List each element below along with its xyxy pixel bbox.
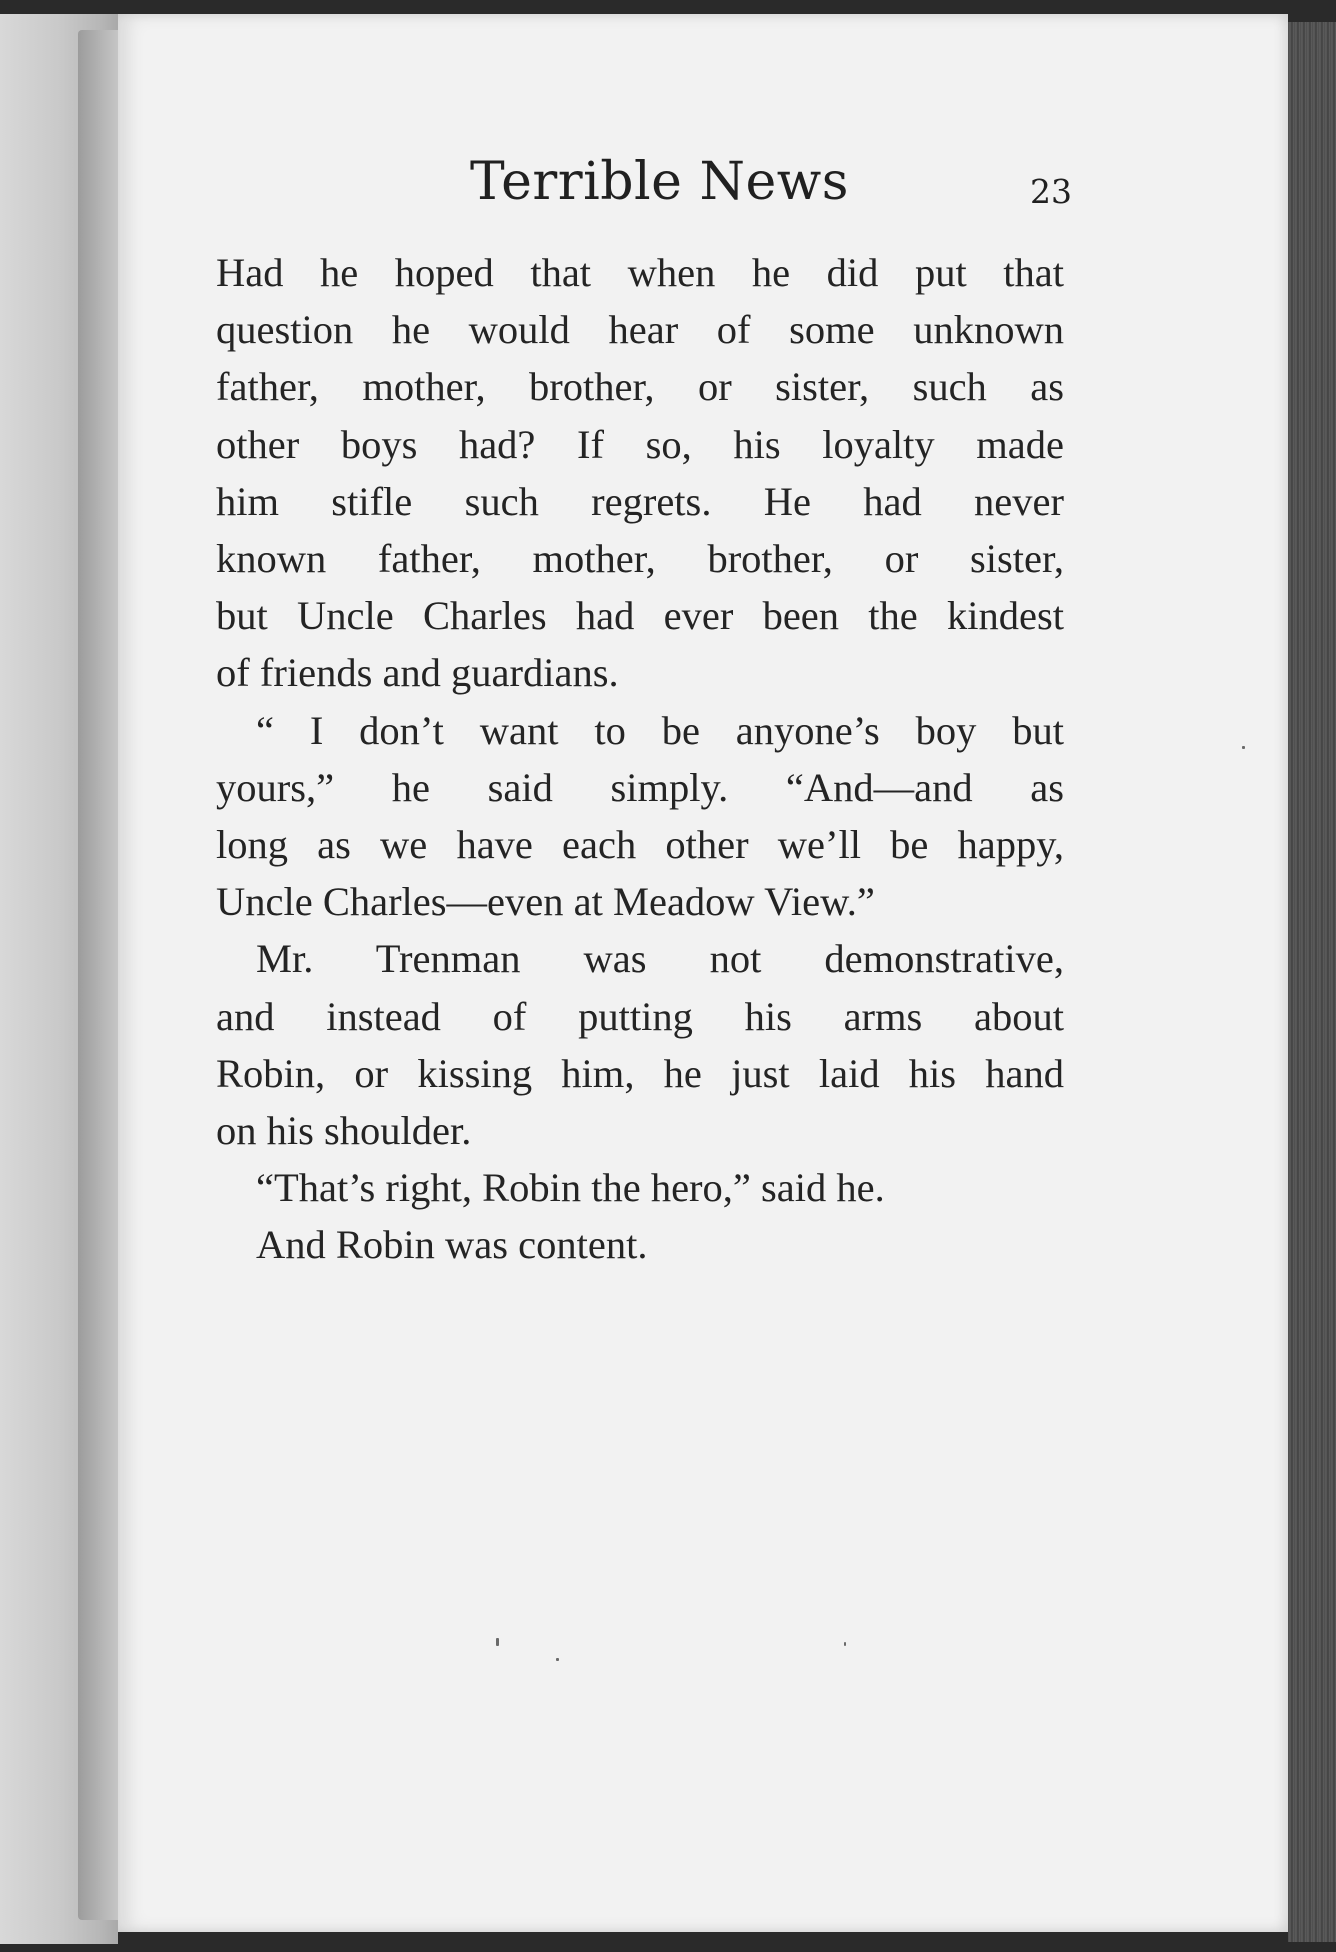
text-line: Uncle Charles—even at Meadow View.” — [216, 879, 875, 925]
text-line: yours,” he said simply. “And—and as — [216, 764, 1064, 810]
text-line: but Uncle Charles had ever been the kindest — [216, 593, 1064, 639]
text-line: of friends and guardians. — [216, 650, 619, 696]
text-line: him stifle such regrets. He had never — [216, 478, 1064, 524]
text-line: and instead of putting his arms about — [216, 993, 1064, 1039]
text-line: Robin, or kissing him, he just laid his hand — [216, 1050, 1064, 1096]
page-number: 23 — [1030, 172, 1072, 211]
text-line: known father, mother, brother, or sister, — [216, 536, 1064, 582]
book-edge — [1288, 22, 1336, 1942]
text-line: Had he hoped that when he did put that — [216, 250, 1064, 295]
text-line: other boys had? If so, his loyalty made — [216, 421, 1064, 467]
text-line: father, mother, brother, or sister, such as — [216, 364, 1064, 410]
text-line: “ I don’t want to be anyone’s boy but — [256, 707, 1064, 753]
text-line: long as we have each other we’ll be happy, — [216, 822, 1064, 868]
text-line: And Robin was content. — [256, 1222, 648, 1268]
text-line: on his shoulder. — [216, 1108, 472, 1154]
running-title: Terrible News — [470, 152, 849, 212]
text-line: Mr. Trenman was not demonstrative, — [256, 936, 1064, 982]
text-line: “That’s right, Robin the hero,” said he. — [256, 1165, 885, 1211]
page-body-text — [216, 244, 1064, 1274]
text-line: question he would hear of some unknown — [216, 307, 1064, 353]
